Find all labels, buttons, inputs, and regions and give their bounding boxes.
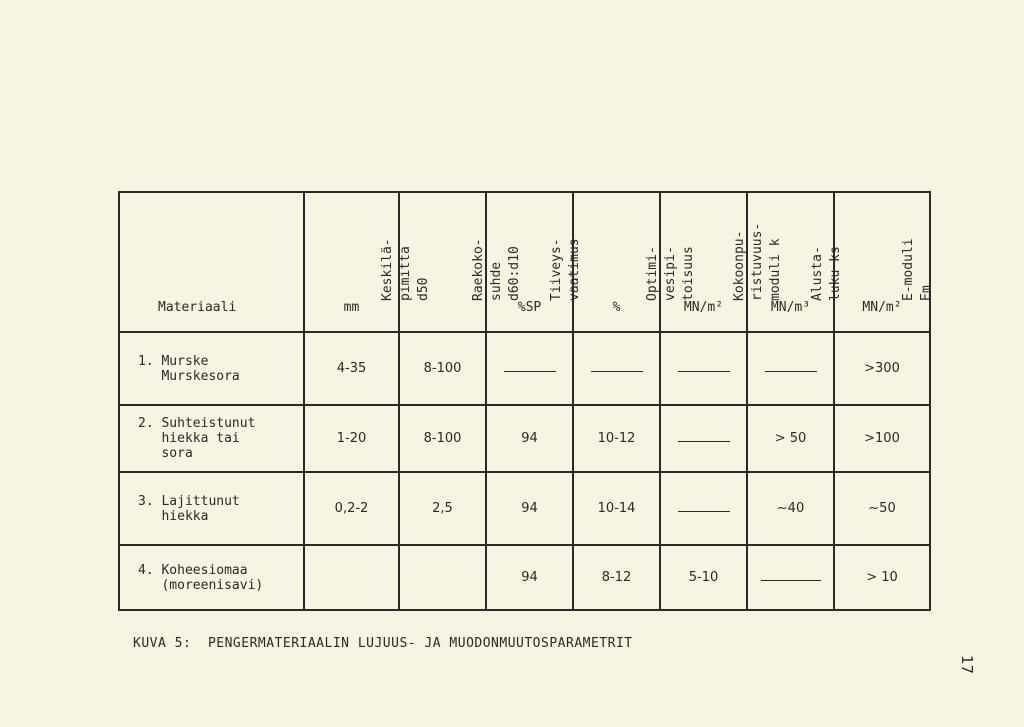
ks-cell bbox=[747, 332, 834, 405]
ks-cell bbox=[747, 545, 834, 610]
modulus-k-cell bbox=[660, 472, 747, 545]
modulus-k-cell bbox=[660, 332, 747, 405]
ks-cell: ~40 bbox=[747, 472, 834, 545]
table-row bbox=[119, 405, 930, 472]
ratio-cell: 8-100 bbox=[399, 332, 486, 405]
table-row bbox=[119, 472, 930, 545]
ratio-cell: 2,5 bbox=[399, 472, 486, 545]
ratio-cell bbox=[399, 545, 486, 610]
water-cell: 10-12 bbox=[573, 405, 660, 472]
em-cell: >300 bbox=[834, 332, 930, 405]
d50-cell: 4-35 bbox=[304, 332, 399, 405]
header-materiaali: Materiaali bbox=[119, 192, 304, 332]
material-cell: 3. Lajittunut hiekka bbox=[119, 472, 304, 545]
material-cell: 2. Suhteistunut hiekka tai sora bbox=[119, 405, 304, 472]
em-cell: > 10 bbox=[834, 545, 930, 610]
ratio-cell: 8-100 bbox=[399, 405, 486, 472]
header-emoduli: E-moduli Em MN/m² bbox=[834, 192, 930, 332]
figure-caption: KUVA 5: PENGERMATERIAALIN LUJUUS- JA MUODONMUUTOSPARAMETRIT bbox=[133, 636, 633, 651]
table-row bbox=[119, 332, 930, 405]
header-alustaluku: Alusta- luku ks MN/m³ bbox=[747, 192, 834, 332]
parameter-table bbox=[118, 191, 934, 611]
page-number: 17 bbox=[958, 655, 976, 675]
water-cell: 8-12 bbox=[573, 545, 660, 610]
water-cell: 10-14 bbox=[573, 472, 660, 545]
header-kokoonpuristuvuusmoduli: Kokoonpu- ristuvuus- moduli k MN/m² bbox=[660, 192, 747, 332]
d50-cell: 1-20 bbox=[304, 405, 399, 472]
header-row bbox=[119, 192, 930, 332]
compaction-cell: 94 bbox=[486, 405, 573, 472]
header-raekokosuhde: Raekoko- suhde d60:d10 bbox=[399, 192, 486, 332]
table-row bbox=[119, 545, 930, 610]
modulus-k-cell: 5-10 bbox=[660, 545, 747, 610]
modulus-k-cell bbox=[660, 405, 747, 472]
ks-cell: > 50 bbox=[747, 405, 834, 472]
header-d50: Keskilä- pimitta d50 mm bbox=[304, 192, 399, 332]
compaction-cell: 94 bbox=[486, 545, 573, 610]
d50-cell: 0,2-2 bbox=[304, 472, 399, 545]
em-cell: >100 bbox=[834, 405, 930, 472]
compaction-cell bbox=[486, 332, 573, 405]
em-cell: ~50 bbox=[834, 472, 930, 545]
d50-cell bbox=[304, 545, 399, 610]
header-optimivesipitoisuus: Optimi- vesipi- toisuus % bbox=[573, 192, 660, 332]
compaction-cell: 94 bbox=[486, 472, 573, 545]
material-cell: 4. Koheesiomaa (moreenisavi) bbox=[119, 545, 304, 610]
water-cell bbox=[573, 332, 660, 405]
header-tiiveysvaatimus: Tiiveys- vaatimus %SP bbox=[486, 192, 573, 332]
material-cell: 1. Murske Murskesora bbox=[119, 332, 304, 405]
